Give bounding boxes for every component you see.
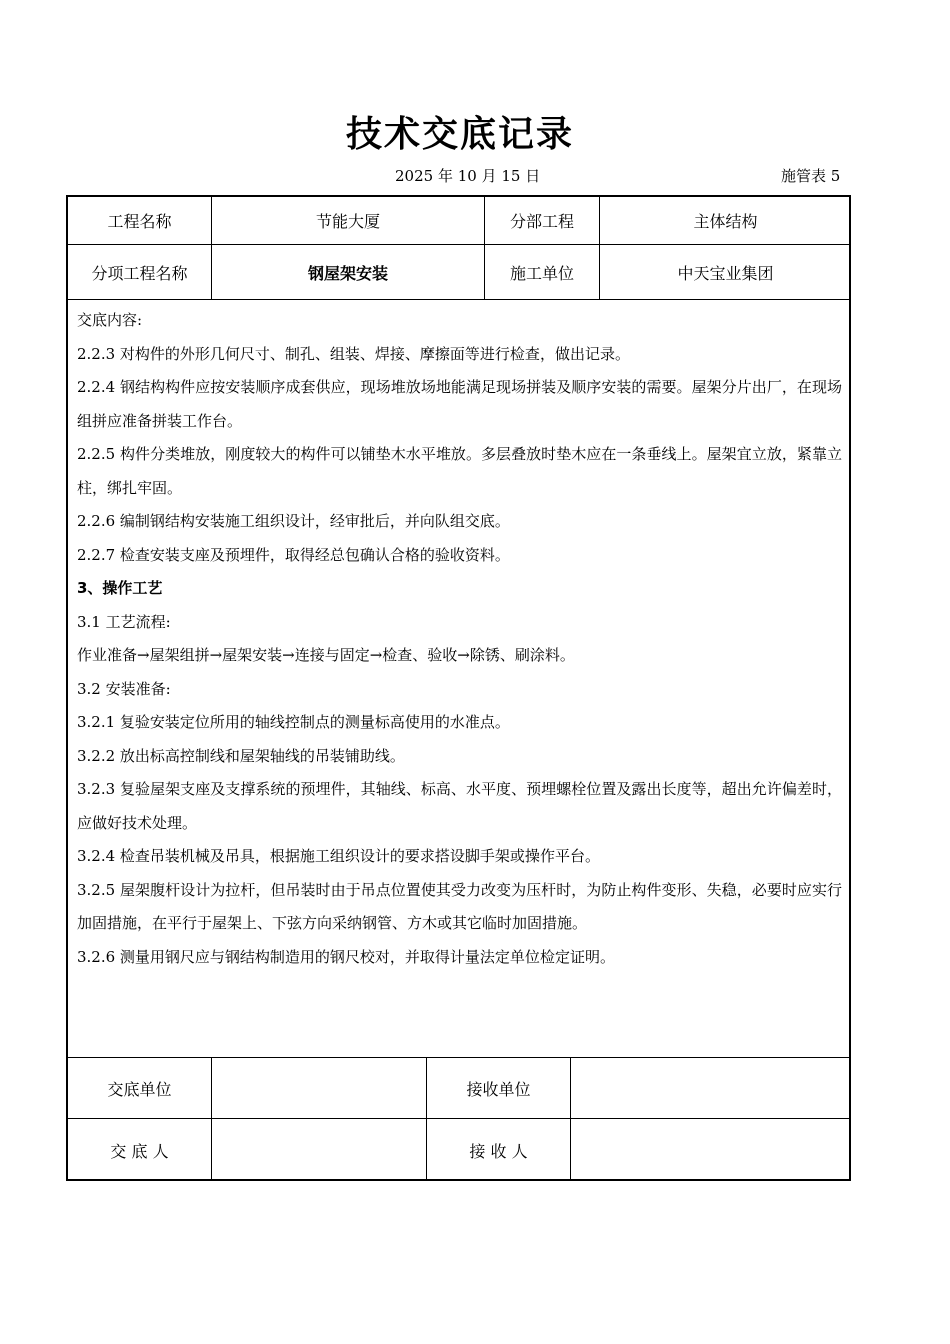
project-name-label: 工程名称 [107, 212, 172, 231]
content-label: 交底内容: [77, 311, 143, 329]
content-line: 作业准备→屋架组拼→屋架安装→连接与固定→检查、验收→除锈、刷涂料。 [77, 646, 575, 664]
content-line: 2.2.6 编制钢结构安装施工组织设计，经审批后，并向队组交底。 [77, 512, 510, 530]
content-line: 3.2.2 放出标高控制线和屋架轴线的吊装铺助线。 [77, 746, 405, 765]
issuer-field[interactable] [212, 1119, 426, 1181]
content-line: 2.2.3 对构件的外形几何尺寸、制孔、组装、焊接、摩擦面等进行检查，做出记录。 [77, 344, 630, 363]
receiver-unit-label: 接收单位 [466, 1079, 531, 1099]
issuer-label: 交 底 人 [110, 1141, 169, 1161]
content-line: 2.2.5 构件分类堆放，刚度较大的构件可以铺垫木水平堆放。多层叠放时垫木应在一条垂线上。屋架宜立放，紧靠立柱，绑扎牢固。 [77, 445, 842, 497]
division-value: 主体结构 [693, 212, 758, 231]
section-heading: 3、操作工艺 [77, 579, 163, 597]
record-table [66, 195, 851, 1181]
contractor-label: 施工单位 [509, 263, 574, 283]
document-date: 2025 年 10 月 15 日 [395, 167, 541, 185]
content-line: 3.2.5 屋架腹杆设计为拉杆，但吊装时由于吊点位置使其受力改变为压杆时，为防止构件变形、失稳，必要时应实行加固措施，在平行于屋架上、下弦方向采纳钢管、方木或其它临时加固措施。 [77, 880, 842, 932]
receiver-unit-field[interactable] [571, 1058, 851, 1118]
content-line: 3.2 安装准备: [77, 679, 171, 698]
form-number: 施管表 5 [781, 167, 841, 185]
subitem-label: 分项工程名称 [91, 263, 188, 283]
content-line: 3.2.4 检查吊装机械及吊具，根据施工组织设计的要求搭设脚手架或操作平台。 [77, 847, 600, 865]
issuer-unit-label: 交底单位 [107, 1079, 172, 1099]
content-line: 2.2.7 检查安装支座及预埋件，取得经总包确认合格的验收资料。 [77, 545, 510, 564]
briefing-content [77, 304, 842, 974]
content-line: 3.2.3 复验屋架支座及支撑系统的预埋件，其轴线、标高、水平度、预埋螺栓位置及露出长度等，超出允许偏差时，应做好技术处理。 [77, 780, 842, 832]
content-line: 3.1 工艺流程: [77, 612, 171, 631]
document-title: 技术交底记录 [345, 114, 574, 155]
content-line: 3.2.1 复验安装定位所用的轴线控制点的测量标高使用的水准点。 [77, 713, 510, 731]
subitem-value: 钢屋架安装 [307, 263, 388, 283]
content-line: 3.2.6 测量用钢尺应与钢结构制造用的钢尺校对，并取得计量法定单位检定证明。 [77, 947, 615, 966]
division-label: 分部工程 [509, 212, 574, 231]
content-line: 2.2.4 钢结构构件应按安装顺序成套供应，现场堆放场地能满足现场拼装及顺序安装的需要。屋架分片出厂，在现场组拼应准备拼装工作台。 [77, 378, 842, 430]
receiver-field[interactable] [571, 1119, 851, 1181]
issuer-unit-field[interactable] [212, 1058, 426, 1118]
receiver-label: 接 收 人 [469, 1141, 528, 1161]
contractor-value: 中天宝业集团 [677, 263, 774, 283]
project-name-value: 节能大厦 [315, 212, 380, 231]
row-divider [68, 299, 849, 300]
